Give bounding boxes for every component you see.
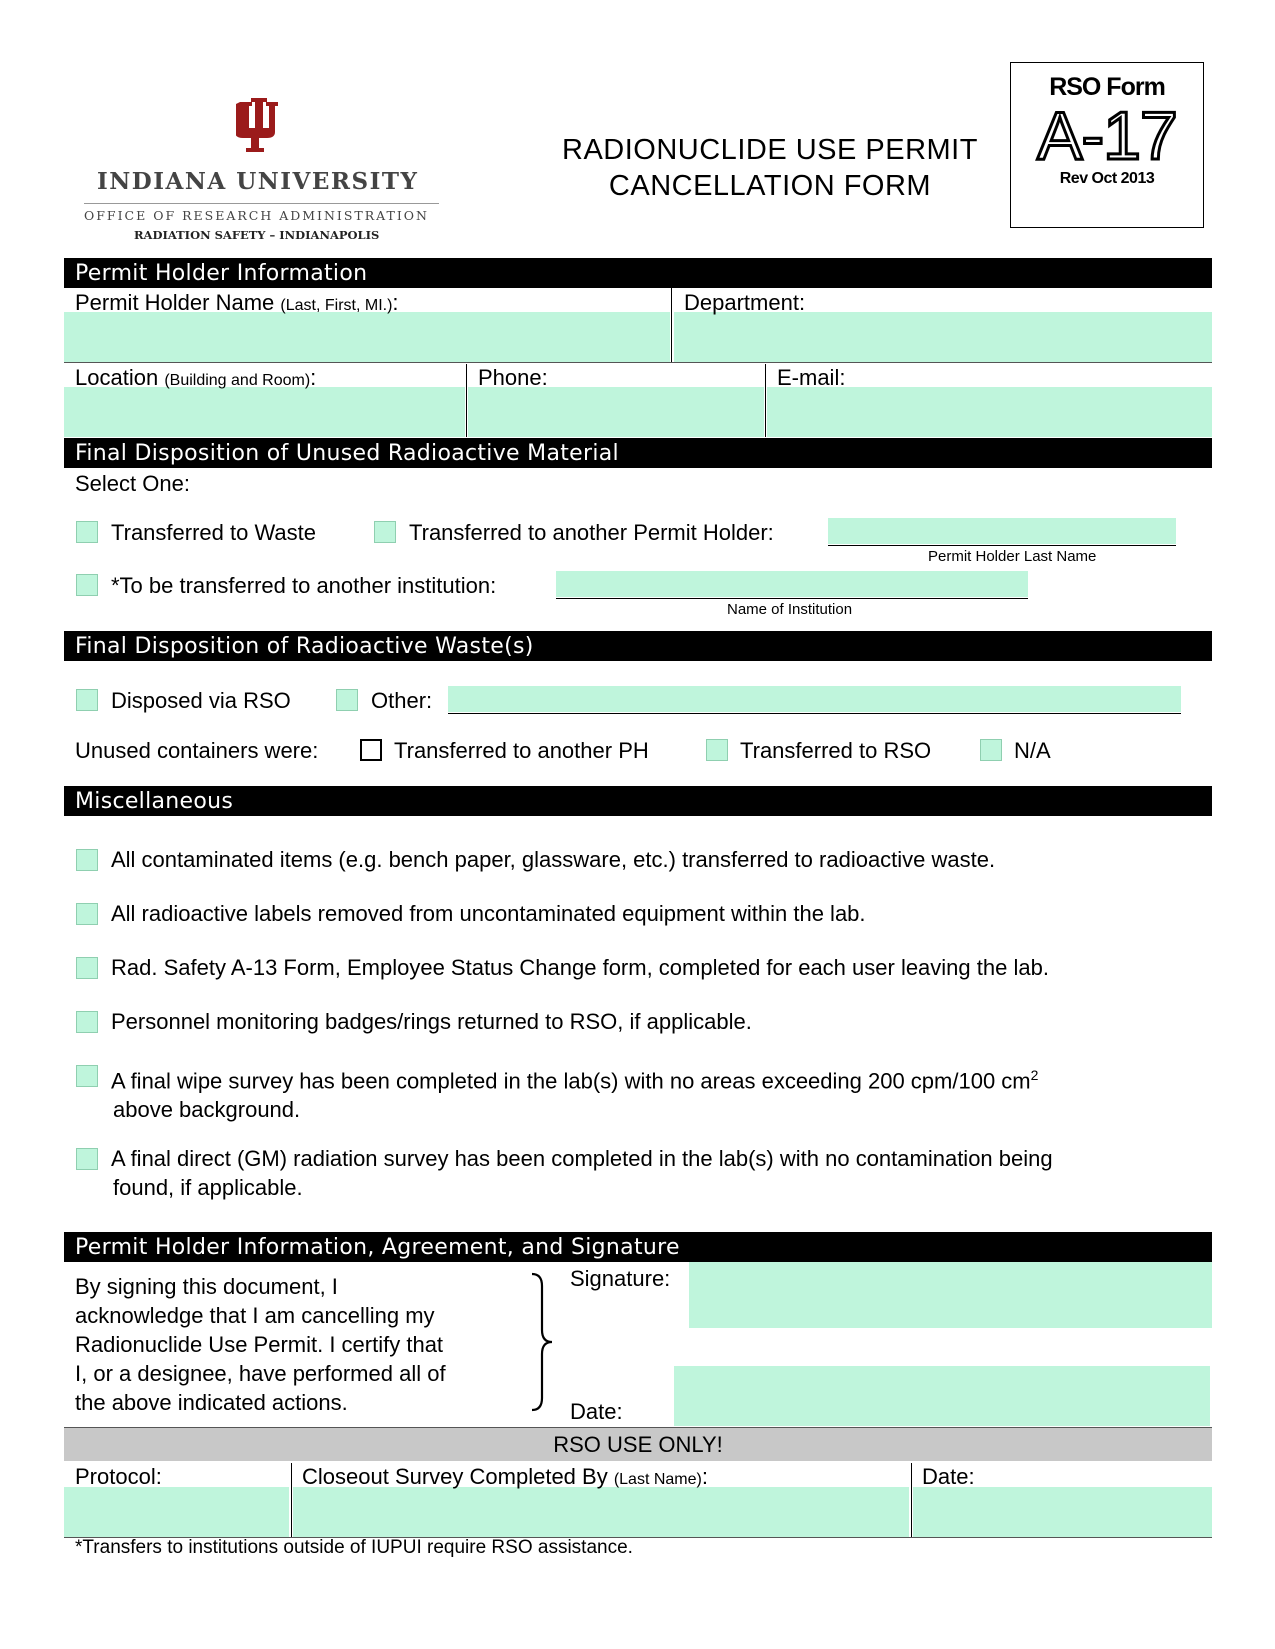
rso-date-label: Date: xyxy=(922,1464,975,1489)
misc-gm-survey-line2: found, if applicable. xyxy=(113,1175,303,1200)
institution-name-caption: Name of Institution xyxy=(727,601,853,618)
misc-wipe-survey-line1: A final wipe survey has been completed in the lab(s) with no areas exceeding 200 cpm/100 cm xyxy=(111,1068,1031,1094)
misc-gm-survey-label xyxy=(111,1144,1211,1202)
protocol-field[interactable] xyxy=(64,1487,289,1537)
permit-holder-name-label xyxy=(75,290,399,319)
rso-form-number: A-17 xyxy=(1037,98,1177,174)
misc-wipe-survey-line2: above background. xyxy=(113,1097,301,1123)
closeout-survey-hint: (Last Name) xyxy=(613,1471,702,1488)
misc-labels-removed-label: All radioactive labels removed from uncontaminated equipment within the lab. xyxy=(111,901,866,926)
section-waste-header: Final Disposition of Radioactive Waste(s) xyxy=(64,631,1212,661)
disposed-via-rso-label: Disposed via RSO xyxy=(111,688,291,713)
location-colon: : xyxy=(310,365,317,390)
containers-na-label: N/A xyxy=(1014,738,1051,763)
containers-na-checkbox[interactable] xyxy=(980,739,1002,761)
transfer-institution-label: *To be transferred to another institution: xyxy=(111,573,497,598)
form-title-line1: RADIONUCLIDE USE PERMIT xyxy=(562,134,978,166)
containers-to-ph-checkbox[interactable] xyxy=(360,739,382,761)
location-label xyxy=(75,365,316,394)
transferred-to-waste-checkbox[interactable] xyxy=(76,521,98,543)
containers-to-rso-checkbox[interactable] xyxy=(706,739,728,761)
agreement-statement xyxy=(75,1272,446,1417)
containers-to-rso-label: Transferred to RSO xyxy=(740,738,932,763)
divider xyxy=(765,364,766,437)
phone-field[interactable] xyxy=(468,387,764,437)
phone-label: Phone: xyxy=(478,365,548,390)
permit-holder-name-colon: : xyxy=(392,290,399,315)
misc-a13-form-checkbox[interactable] xyxy=(76,957,98,979)
rso-use-only-text: RSO USE ONLY! xyxy=(553,1432,723,1457)
location-field[interactable] xyxy=(64,387,465,437)
misc-a13-form-label: Rad. Safety A-13 Form, Employee Status Change form, completed for each user leaving the lab. xyxy=(111,955,1049,980)
closeout-survey-text: Closeout Survey Completed By xyxy=(302,1464,608,1489)
statement-line: acknowledge that I am cancelling my xyxy=(75,1303,435,1328)
transferred-to-waste-label: Transferred to Waste xyxy=(111,520,316,545)
disposed-via-rso-checkbox[interactable] xyxy=(76,689,98,711)
permit-holder-name-text: Permit Holder Name xyxy=(75,290,275,315)
permit-holder-name-field[interactable] xyxy=(64,312,670,362)
logo-divider xyxy=(84,203,439,204)
email-label: E-mail: xyxy=(777,365,846,390)
closeout-survey-colon: : xyxy=(701,1464,708,1489)
containers-to-ph-label: Transferred to another PH xyxy=(394,738,649,763)
iu-trident-icon xyxy=(236,98,286,154)
divider xyxy=(911,1463,912,1537)
iu-logo xyxy=(84,98,444,248)
statement-line: the above indicated actions. xyxy=(75,1390,348,1415)
date-label: Date: xyxy=(570,1399,623,1424)
department-label: Department: xyxy=(684,290,806,315)
divider xyxy=(671,288,672,362)
form-title xyxy=(520,132,1020,204)
divider xyxy=(466,364,467,437)
divider xyxy=(64,362,1212,363)
other-checkbox[interactable] xyxy=(336,689,358,711)
misc-wipe-survey-checkbox[interactable] xyxy=(76,1065,98,1087)
transferred-to-permit-holder-checkbox[interactable] xyxy=(374,521,396,543)
section-signature-header: Permit Holder Information, Agreement, and Signature xyxy=(64,1232,1212,1262)
logo-unit: RADIATION SAFETY – INDIANAPOLIS xyxy=(134,228,380,242)
form-title-line2: CANCELLATION FORM xyxy=(608,170,932,202)
rso-form-label: RSO Form xyxy=(1049,73,1165,101)
curly-brace-icon xyxy=(528,1272,556,1412)
closeout-survey-field[interactable] xyxy=(293,1487,909,1537)
section-miscellaneous-header: Miscellaneous xyxy=(64,786,1212,816)
section-unused-material-header: Final Disposition of Unused Radioactive Material xyxy=(64,438,1212,468)
misc-gm-survey-line1: A final direct (GM) radiation survey has been completed in the lab(s) with no contamination being xyxy=(111,1146,1053,1171)
statement-line: By signing this document, I xyxy=(75,1274,338,1299)
transferred-to-permit-holder-label: Transferred to another Permit Holder: xyxy=(409,520,774,545)
rso-use-only-header xyxy=(64,1427,1212,1461)
statement-line: Radionuclide Use Permit. I certify that xyxy=(75,1332,444,1357)
section-permit-holder-info-header: Permit Holder Information xyxy=(64,258,1212,288)
footnote: *Transfers to institutions outside of IUPUI require RSO assistance. xyxy=(75,1537,633,1558)
misc-labels-removed-checkbox[interactable] xyxy=(76,903,98,925)
misc-wipe-survey-label xyxy=(111,1061,1211,1124)
misc-gm-survey-checkbox[interactable] xyxy=(76,1148,98,1170)
location-text: Location xyxy=(75,365,159,390)
closeout-survey-label xyxy=(302,1464,708,1493)
permit-holder-last-name-line xyxy=(828,518,1176,546)
signature-label: Signature: xyxy=(570,1266,671,1291)
unused-containers-label: Unused containers were: xyxy=(75,738,319,763)
misc-badges-returned-label: Personnel monitoring badges/rings returned to RSO, if applicable. xyxy=(111,1009,752,1034)
misc-contaminated-items-checkbox[interactable] xyxy=(76,849,98,871)
permit-holder-last-name-caption: Permit Holder Last Name xyxy=(928,548,1097,565)
email-field[interactable] xyxy=(767,387,1212,437)
rso-form-revision: Rev Oct 2013 xyxy=(1059,170,1155,187)
other-disposition-line xyxy=(448,686,1181,714)
logo-university: INDIANA UNIVERSITY xyxy=(97,168,419,195)
statement-line: I, or a designee, have performed all of xyxy=(75,1361,446,1386)
select-one-label: Select One: xyxy=(75,471,190,496)
rso-date-field[interactable] xyxy=(913,1487,1212,1537)
location-hint: (Building and Room) xyxy=(164,372,311,389)
institution-name-line xyxy=(556,571,1028,599)
protocol-label: Protocol: xyxy=(75,1464,162,1489)
superscript-2: 2 xyxy=(1030,1067,1039,1083)
divider xyxy=(291,1463,292,1537)
signature-field[interactable] xyxy=(689,1262,1212,1328)
logo-office: OFFICE OF RESEARCH ADMINISTRATION xyxy=(84,208,429,223)
other-label: Other: xyxy=(371,688,433,713)
transfer-institution-checkbox[interactable] xyxy=(76,574,98,596)
misc-contaminated-items-label: All contaminated items (e.g. bench paper, glassware, etc.) transferred to radioactive waste. xyxy=(111,847,996,872)
misc-badges-returned-checkbox[interactable] xyxy=(76,1011,98,1033)
department-field[interactable] xyxy=(674,312,1212,362)
permit-holder-name-hint: (Last, First, MI.) xyxy=(280,297,393,314)
date-field[interactable] xyxy=(674,1366,1210,1426)
rso-form-box xyxy=(1010,62,1204,228)
